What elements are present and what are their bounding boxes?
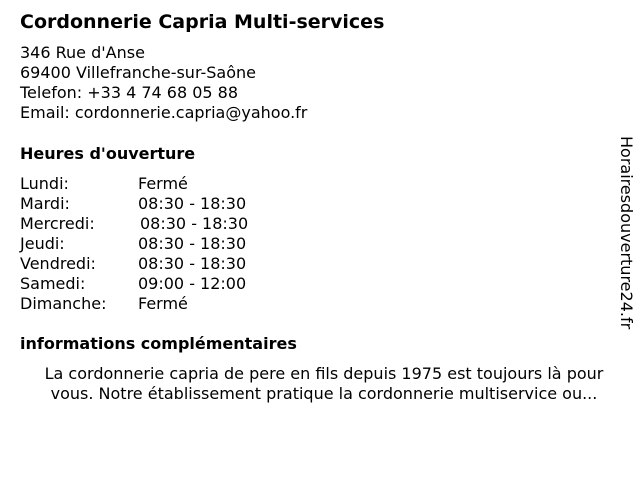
- time-value: 08:30 - 18:30: [138, 234, 247, 253]
- day-label: Jeudi:: [20, 234, 65, 253]
- hours-heading: Heures d'ouverture: [20, 144, 196, 163]
- time-value: Fermé: [138, 294, 188, 313]
- time-value: 08:30 - 18:30: [138, 194, 247, 213]
- time-value: 08:30 - 18:30: [138, 254, 247, 273]
- email-line: Email: cordonnerie.capria@yahoo.fr: [20, 103, 308, 122]
- time-value: Fermé: [138, 174, 188, 193]
- business-description: [18, 364, 630, 404]
- day-label: Vendredi:: [20, 254, 96, 273]
- contact-block: [20, 43, 307, 123]
- business-name: Cordonnerie Capria Multi-services: [20, 11, 385, 33]
- day-label: Mercredi:: [20, 214, 95, 233]
- description-line-1: La cordonnerie capria de pere en fils depuis 1975 est toujours là pour: [44, 364, 604, 383]
- address-line-street: 346 Rue d'Anse: [20, 43, 145, 62]
- info-heading: informations complémentaires: [20, 334, 297, 353]
- description-line-2: vous. Notre établissement pratique la cordonnerie multiservice ou...: [50, 384, 598, 403]
- day-label: Mardi:: [20, 194, 70, 213]
- day-label: Lundi:: [20, 174, 69, 193]
- phone-line: Telefon: +33 4 74 68 05 88: [20, 83, 239, 102]
- time-value: 09:00 - 12:00: [138, 274, 247, 293]
- time-value: 08:30 - 18:30: [140, 214, 249, 233]
- site-watermark: Horairesdouverture24.fr: [617, 136, 636, 330]
- address-line-city: 69400 Villefranche-sur-Saône: [20, 63, 257, 82]
- day-label: Dimanche:: [20, 294, 107, 313]
- day-label: Samedi:: [20, 274, 86, 293]
